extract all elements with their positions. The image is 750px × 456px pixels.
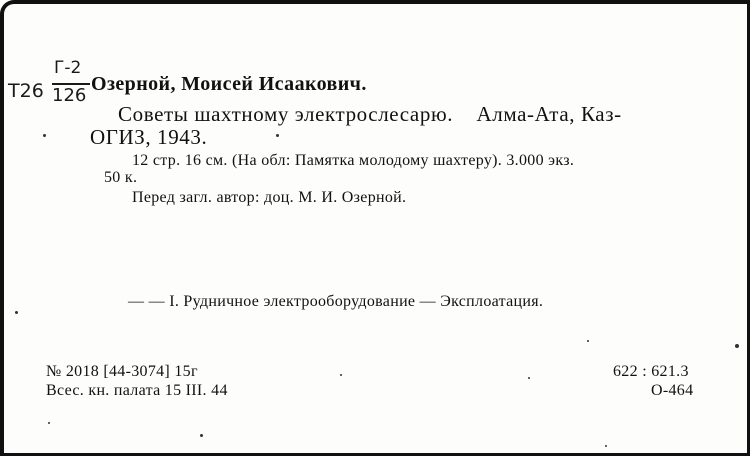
- ink-speck: [200, 434, 203, 437]
- record-number: № 2018 [44-3074] 15г: [46, 363, 198, 380]
- author-heading: Озерной, Моисей Исаакович.: [91, 73, 367, 95]
- title-line-2: ОГИЗ, 1943.: [90, 125, 208, 149]
- ink-speck: [43, 134, 46, 137]
- book-chamber-stamp: Всес. кн. палата 15 III. 44: [46, 382, 228, 399]
- ink-speck: [528, 377, 530, 379]
- ink-speck: [587, 340, 589, 342]
- collation-line-1: 12 стр. 16 см. (На обл: Памятка молодому шахтеру). 3.000 экз.: [132, 152, 575, 169]
- call-number-top: Г-2: [54, 58, 82, 78]
- ink-speck: [15, 311, 18, 314]
- collation-line-2: 50 к.: [104, 169, 138, 186]
- ink-speck: [735, 344, 739, 348]
- author-mark: О-464: [651, 382, 694, 399]
- ink-speck: [48, 422, 50, 424]
- call-number-bottom: 126: [52, 85, 87, 106]
- ink-speck: [340, 374, 342, 376]
- ink-speck: [605, 445, 607, 447]
- ink-speck: [276, 134, 279, 137]
- author-note: Перед загл. автор: доц. М. И. Озерной.: [132, 189, 407, 206]
- title-line-1: Советы шахтному электрослесарю. Алма-Ата, Каз-: [118, 102, 622, 126]
- subject-heading: — — I. Рудничное электрооборудование — Эксплоатация.: [128, 293, 544, 310]
- udc-classification: 622 : 621.3: [613, 363, 689, 380]
- call-number-prefix: Т26: [8, 80, 44, 102]
